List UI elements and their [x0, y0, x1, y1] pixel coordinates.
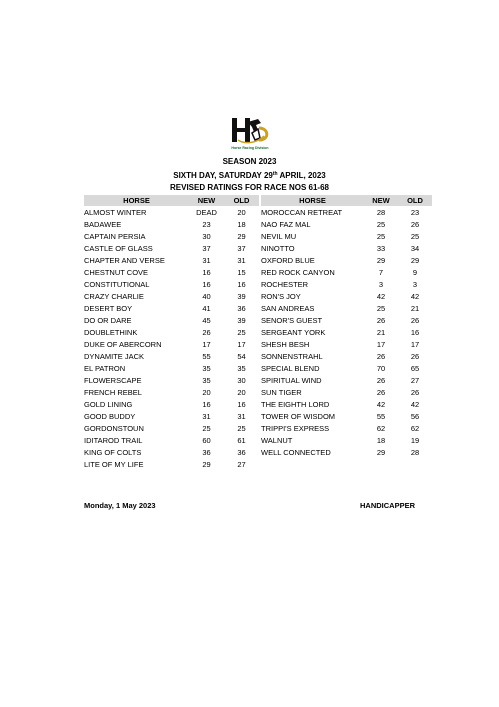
old-rating: 31 — [237, 411, 246, 421]
new-rating: 42 — [376, 399, 386, 409]
horse-name: GOLD LINING — [84, 399, 133, 409]
horse-name: KING OF COLTS — [84, 447, 142, 457]
horse-name: CONSTITUTIONAL — [84, 279, 150, 289]
season-title: SEASON 2023 — [222, 157, 277, 166]
new-rating: 17 — [376, 339, 386, 349]
old-rating: 26 — [410, 315, 420, 325]
old-rating: 26 — [410, 219, 420, 229]
new-rating: 28 — [376, 207, 386, 217]
new-rating: 55 — [202, 351, 211, 361]
old-rating: 27 — [237, 459, 246, 469]
horse-name: CASTLE OF GLASS — [84, 243, 153, 253]
table-row — [84, 218, 259, 230]
horse-name: SERGEANT YORK — [261, 327, 326, 337]
table-row — [84, 254, 259, 266]
table-row — [84, 290, 259, 302]
column-header-old: OLD — [233, 196, 250, 205]
table-row — [84, 446, 259, 458]
table-row — [261, 386, 432, 398]
new-rating: 26 — [376, 387, 386, 397]
horse-name: DESERT BOY — [84, 303, 133, 313]
table-row — [84, 398, 259, 410]
old-rating: 30 — [237, 375, 246, 385]
horse-name: OXFORD BLUE — [261, 255, 315, 265]
old-rating: 29 — [410, 255, 420, 265]
new-rating: 41 — [202, 303, 211, 313]
old-rating: 20 — [237, 387, 246, 397]
horse-name: RON'S JOY — [261, 291, 301, 301]
old-rating: 28 — [410, 447, 420, 457]
horse-name: NAO FAZ MAL — [261, 219, 311, 229]
table-row — [84, 350, 259, 362]
horse-name: SONNENSTRAHL — [261, 351, 323, 361]
old-rating: 56 — [410, 411, 420, 421]
meeting-date-ordinal: th — [272, 171, 278, 177]
old-rating: 61 — [237, 435, 246, 445]
table-row — [84, 326, 259, 338]
horse-name: CAPTAIN PERSIA — [84, 231, 146, 241]
old-rating: 54 — [237, 351, 246, 361]
horse-name: MOROCCAN RETREAT — [261, 207, 343, 217]
horse-name: RED ROCK CANYON — [261, 267, 335, 277]
table-row — [84, 410, 259, 422]
ratings-subtitle: REVISED RATINGS FOR RACE NOS 61-68 — [170, 183, 329, 192]
new-rating: 37 — [202, 243, 211, 253]
table-row — [84, 278, 259, 290]
old-rating: 17 — [237, 339, 246, 349]
new-rating: 35 — [202, 375, 211, 385]
new-rating: 21 — [376, 327, 386, 337]
old-rating: 42 — [410, 291, 420, 301]
table-header-row — [84, 195, 259, 206]
new-rating: 25 — [376, 231, 386, 241]
table-row — [261, 446, 432, 458]
old-rating: 17 — [410, 339, 420, 349]
new-rating: 31 — [202, 255, 211, 265]
column-header-new: NEW — [372, 196, 390, 205]
old-rating: 25 — [410, 231, 420, 241]
new-rating: 31 — [202, 411, 211, 421]
table-row — [261, 350, 432, 362]
table-row — [84, 338, 259, 350]
new-rating: 60 — [202, 435, 211, 445]
new-rating: 25 — [376, 219, 386, 229]
new-rating: 45 — [202, 315, 211, 325]
old-rating: 19 — [410, 435, 420, 445]
old-rating: 9 — [412, 267, 418, 277]
table-row — [261, 206, 432, 218]
new-rating: 23 — [202, 219, 211, 229]
table-row — [261, 362, 432, 374]
horse-name: SPECIAL BLEND — [261, 363, 320, 373]
new-rating: 33 — [376, 243, 386, 253]
new-rating: 16 — [202, 399, 211, 409]
new-rating: 20 — [202, 387, 211, 397]
old-rating: 65 — [410, 363, 420, 373]
table-row — [261, 218, 432, 230]
horse-name: CHESTNUT COVE — [84, 267, 149, 277]
logo-caption: Horse Racing Division — [231, 146, 269, 150]
horse-name: TRIPPI'S EXPRESS — [261, 423, 330, 433]
old-rating: 36 — [237, 303, 246, 313]
old-rating: 16 — [410, 327, 420, 337]
horse-name: DUKE OF ABERCORN — [84, 339, 162, 349]
table-row — [261, 278, 432, 290]
old-rating: 23 — [410, 207, 420, 217]
old-rating: 39 — [237, 291, 246, 301]
new-rating: 3 — [378, 279, 384, 289]
column-header-horse: HORSE — [123, 196, 150, 205]
old-rating: 16 — [237, 399, 246, 409]
old-rating: 34 — [410, 243, 420, 253]
new-rating: 62 — [376, 423, 386, 433]
table-row — [261, 434, 432, 446]
table-row — [84, 302, 259, 314]
old-rating: 39 — [237, 315, 246, 325]
new-rating: 70 — [376, 363, 386, 373]
new-rating: 30 — [202, 231, 211, 241]
old-rating: 18 — [237, 219, 246, 229]
horse-name: SUN TIGER — [261, 387, 302, 397]
new-rating: 26 — [376, 351, 386, 361]
meeting-date-suffix: APRIL, 2023 — [277, 171, 326, 180]
old-rating: 29 — [237, 231, 246, 241]
horse-name: WALNUT — [261, 435, 293, 445]
new-rating: 18 — [376, 435, 386, 445]
old-rating: 3 — [412, 279, 418, 289]
new-rating: 25 — [202, 423, 211, 433]
horse-name: WELL CONNECTED — [261, 447, 331, 457]
horse-name: THE EIGHTH LORD — [261, 399, 330, 409]
meeting-date-prefix: SIXTH DAY, SATURDAY 29 — [173, 171, 273, 180]
old-rating: 25 — [237, 423, 246, 433]
ratings-table-left — [84, 195, 259, 470]
new-rating: 26 — [376, 315, 386, 325]
old-rating: 21 — [410, 303, 420, 313]
new-rating: 40 — [202, 291, 211, 301]
old-rating: 62 — [410, 423, 420, 433]
horse-name: FRENCH REBEL — [84, 387, 142, 397]
table-row — [261, 254, 432, 266]
old-rating: 36 — [237, 447, 246, 457]
horse-name: CHAPTER AND VERSE — [84, 255, 165, 265]
table-row — [261, 302, 432, 314]
new-rating: 17 — [202, 339, 211, 349]
column-header-new: NEW — [197, 196, 216, 205]
new-rating: 36 — [202, 447, 211, 457]
horse-name: SPIRITUAL WIND — [261, 375, 322, 385]
new-rating: 29 — [202, 459, 211, 469]
table-row — [84, 230, 259, 242]
table-row — [84, 206, 259, 218]
old-rating: 31 — [237, 255, 246, 265]
horse-name: ROCHESTER — [261, 279, 309, 289]
horse-name: GORDONSTOUN — [84, 423, 144, 433]
old-rating: 42 — [410, 399, 420, 409]
ratings-table-right — [261, 195, 432, 458]
new-rating: 26 — [376, 375, 386, 385]
table-row — [261, 266, 432, 278]
publication-date: Monday, 1 May 2023 — [84, 501, 156, 510]
horse-name: TOWER OF WISDOM — [261, 411, 336, 421]
old-rating: 26 — [410, 387, 420, 397]
new-rating: 16 — [202, 279, 211, 289]
old-rating: 20 — [237, 207, 246, 217]
table-row — [84, 266, 259, 278]
new-rating: 29 — [376, 447, 386, 457]
new-rating: 16 — [202, 267, 211, 277]
horse-name: SHESH BESH — [261, 339, 310, 349]
table-row — [84, 242, 259, 254]
old-rating: 37 — [237, 243, 246, 253]
table-row — [261, 230, 432, 242]
table-row — [261, 410, 432, 422]
new-rating: 26 — [202, 327, 211, 337]
horse-name: EL PATRON — [84, 363, 126, 373]
new-rating: 55 — [376, 411, 386, 421]
old-rating: 35 — [237, 363, 246, 373]
table-row — [261, 326, 432, 338]
table-row — [261, 422, 432, 434]
horse-name: LITE OF MY LIFE — [84, 459, 144, 469]
new-rating: 25 — [376, 303, 386, 313]
horse-name: DO OR DARE — [84, 315, 132, 325]
old-rating: 16 — [237, 279, 246, 289]
table-row — [261, 290, 432, 302]
column-header-old: OLD — [407, 196, 423, 205]
table-row — [84, 458, 259, 470]
handicapper-signature: HANDICAPPER — [360, 501, 416, 510]
horse-name: GOOD BUDDY — [84, 411, 136, 421]
table-row — [261, 338, 432, 350]
table-row — [84, 374, 259, 386]
table-row — [261, 374, 432, 386]
old-rating: 27 — [410, 375, 420, 385]
horse-name: DYNAMITE JACK — [84, 351, 145, 361]
column-header-horse: HORSE — [299, 196, 326, 205]
table-row — [84, 386, 259, 398]
new-rating: 35 — [202, 363, 211, 373]
meeting-date — [0, 171, 499, 180]
horse-name: FLOWERSCAPE — [84, 375, 142, 385]
horse-name: ALMOST WINTER — [84, 207, 147, 217]
old-rating: 15 — [237, 267, 246, 277]
old-rating: 26 — [410, 351, 420, 361]
horse-name: NINOTTO — [261, 243, 295, 253]
horse-name: CRAZY CHARLIE — [84, 291, 144, 301]
new-rating: 7 — [378, 267, 384, 277]
table-row — [84, 314, 259, 326]
old-rating: 25 — [237, 327, 246, 337]
horse-name: NEVIL MU — [261, 231, 297, 241]
table-header-row — [261, 195, 432, 206]
table-row — [261, 242, 432, 254]
horse-name: BADAWEE — [84, 219, 122, 229]
new-rating: 29 — [376, 255, 386, 265]
table-row — [84, 434, 259, 446]
table-row — [84, 362, 259, 374]
horse-name: DOUBLETHINK — [84, 327, 138, 337]
table-row — [84, 422, 259, 434]
new-rating: 42 — [376, 291, 386, 301]
table-row — [261, 398, 432, 410]
new-rating: DEAD — [196, 207, 217, 217]
table-row — [261, 314, 432, 326]
horse-name: IDITAROD TRAIL — [84, 435, 143, 445]
horse-name: SENOR'S GUEST — [261, 315, 323, 325]
horse-name: SAN ANDREAS — [261, 303, 315, 313]
